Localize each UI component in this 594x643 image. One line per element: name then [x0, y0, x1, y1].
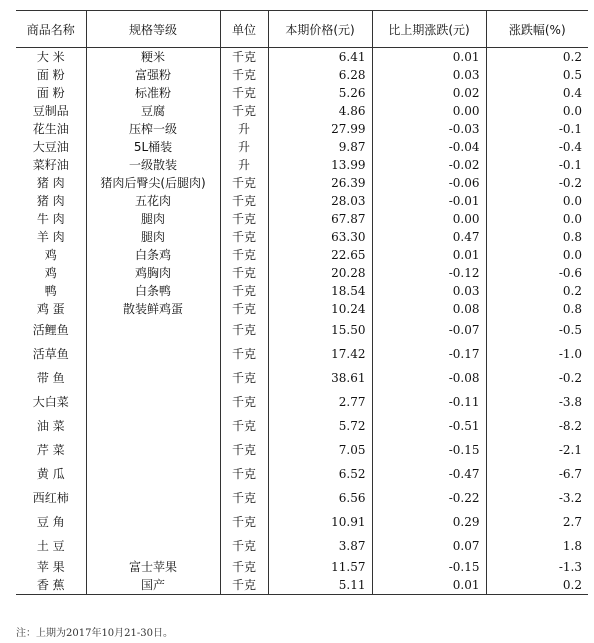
cell-unit: 升	[220, 120, 268, 138]
cell-spec: 豆腐	[86, 102, 220, 120]
cell-price: 18.54	[268, 282, 372, 300]
cell-price: 63.30	[268, 228, 372, 246]
cell-unit: 千克	[220, 174, 268, 192]
cell-spec: 白条鸭	[86, 282, 220, 300]
cell-price: 22.65	[268, 246, 372, 264]
header-spec: 规格等级	[86, 11, 220, 48]
cell-spec	[86, 342, 220, 366]
cell-price: 27.99	[268, 120, 372, 138]
cell-change: 0.00	[372, 210, 486, 228]
cell-unit: 千克	[220, 438, 268, 462]
cell-change: -0.15	[372, 438, 486, 462]
cell-price: 15.50	[268, 318, 372, 342]
cell-name: 菜籽油	[32, 158, 69, 172]
cell-change: -0.22	[372, 486, 486, 510]
cell-name: 羊 肉	[36, 230, 65, 244]
cell-price: 6.28	[268, 66, 372, 84]
cell-change: -0.08	[372, 366, 486, 390]
cell-price: 10.24	[268, 300, 372, 318]
cell-price: 4.86	[268, 102, 372, 120]
cell-price: 3.87	[268, 534, 372, 558]
cell-name: 豆 角	[36, 515, 65, 529]
cell-price: 5.11	[268, 576, 372, 595]
cell-spec: 国产	[86, 576, 220, 595]
cell-unit: 升	[220, 138, 268, 156]
cell-name: 鸡	[44, 266, 57, 280]
cell-name: 大 米	[36, 50, 65, 64]
cell-price: 6.41	[268, 48, 372, 67]
table-row	[16, 318, 588, 342]
cell-unit: 千克	[220, 390, 268, 414]
cell-unit: 千克	[220, 318, 268, 342]
cell-pct: -3.8	[486, 390, 588, 414]
cell-name: 面 粉	[36, 68, 65, 82]
cell-price: 2.77	[268, 390, 372, 414]
cell-name: 猪 肉	[36, 176, 65, 190]
cell-name: 苹 果	[36, 560, 65, 574]
cell-pct: -0.4	[486, 138, 588, 156]
cell-price: 9.87	[268, 138, 372, 156]
cell-name: 香 蕉	[16, 576, 86, 595]
cell-price: 26.39	[268, 174, 372, 192]
cell-price: 7.05	[268, 438, 372, 462]
cell-unit: 升	[220, 156, 268, 174]
cell-price: 67.87	[268, 210, 372, 228]
cell-price: 20.28	[268, 264, 372, 282]
cell-pct: -0.1	[486, 156, 588, 174]
header-change: 比上期涨跌(元)	[372, 11, 486, 48]
cell-change: -0.02	[372, 156, 486, 174]
cell-change: 0.01	[372, 246, 486, 264]
cell-spec: 富士苹果	[86, 558, 220, 576]
cell-spec: 粳米	[86, 48, 220, 67]
table-row	[16, 66, 588, 84]
cell-price: 17.42	[268, 342, 372, 366]
cell-spec: 腿肉	[86, 210, 220, 228]
cell-change: 0.07	[372, 534, 486, 558]
cell-change: -0.06	[372, 174, 486, 192]
cell-pct: 0.2	[486, 282, 588, 300]
header-price: 本期价格(元)	[268, 11, 372, 48]
cell-unit: 千克	[220, 282, 268, 300]
cell-pct: 0.8	[486, 300, 588, 318]
cell-pct: -0.2	[486, 174, 588, 192]
cell-pct: 2.7	[486, 510, 588, 534]
cell-change: -0.03	[372, 120, 486, 138]
cell-change: 0.02	[372, 84, 486, 102]
table-row	[16, 102, 588, 120]
header-name: 商品名称	[16, 11, 86, 48]
cell-price: 11.57	[268, 558, 372, 576]
cell-spec: 五花肉	[86, 192, 220, 210]
header-unit: 单位	[220, 11, 268, 48]
table-row	[16, 84, 588, 102]
cell-pct: 0.4	[486, 84, 588, 102]
cell-change: 0.03	[372, 282, 486, 300]
cell-pct: -1.0	[486, 342, 588, 366]
cell-price: 38.61	[268, 366, 372, 390]
cell-pct: 0.2	[486, 576, 588, 595]
cell-pct: -0.1	[486, 120, 588, 138]
table-row	[16, 366, 588, 390]
cell-name: 活鲤鱼	[32, 323, 69, 337]
cell-pct: -0.5	[486, 318, 588, 342]
table-row	[16, 462, 588, 486]
cell-pct: 0.8	[486, 228, 588, 246]
cell-spec: 5L桶装	[86, 138, 220, 156]
cell-spec	[86, 366, 220, 390]
price-table	[16, 10, 588, 595]
cell-name: 鸡 蛋	[36, 302, 65, 316]
cell-name: 活草鱼	[32, 347, 69, 361]
cell-spec	[86, 414, 220, 438]
table-row	[16, 264, 588, 282]
cell-change: 0.00	[372, 102, 486, 120]
cell-change: 0.47	[372, 228, 486, 246]
cell-pct: -3.2	[486, 486, 588, 510]
cell-unit: 千克	[220, 228, 268, 246]
cell-name: 猪 肉	[36, 194, 65, 208]
cell-price: 10.91	[268, 510, 372, 534]
cell-pct: -8.2	[486, 414, 588, 438]
table-row	[16, 534, 588, 558]
cell-spec	[86, 510, 220, 534]
table-row	[16, 120, 588, 138]
table-row	[16, 576, 588, 595]
table-row	[16, 342, 588, 366]
table-row	[16, 414, 588, 438]
cell-spec	[86, 486, 220, 510]
cell-change: -0.11	[372, 390, 486, 414]
cell-pct: 1.8	[486, 534, 588, 558]
cell-unit: 千克	[220, 192, 268, 210]
table-row	[16, 228, 588, 246]
cell-unit: 千克	[220, 300, 268, 318]
cell-spec: 压榨一级	[86, 120, 220, 138]
table-row	[16, 138, 588, 156]
cell-name: 油 菜	[36, 419, 65, 433]
cell-pct: -1.3	[486, 558, 588, 576]
table-row	[16, 558, 588, 576]
cell-spec	[86, 462, 220, 486]
cell-name: 花生油	[32, 122, 69, 136]
cell-change: -0.07	[372, 318, 486, 342]
table-row	[16, 246, 588, 264]
cell-unit: 千克	[220, 210, 268, 228]
cell-name: 豆制品	[32, 104, 69, 118]
cell-change: -0.17	[372, 342, 486, 366]
cell-unit: 千克	[220, 264, 268, 282]
cell-name: 黄 瓜	[36, 467, 65, 481]
cell-pct: -6.7	[486, 462, 588, 486]
cell-pct: -0.2	[486, 366, 588, 390]
cell-price: 28.03	[268, 192, 372, 210]
cell-pct: 0.0	[486, 192, 588, 210]
table-row	[16, 210, 588, 228]
cell-change: 0.01	[372, 48, 486, 67]
header-row	[16, 11, 588, 48]
table-row	[16, 300, 588, 318]
table-row	[16, 390, 588, 414]
header-pct: 涨跌幅(%)	[486, 11, 588, 48]
cell-change: 0.03	[372, 66, 486, 84]
cell-pct: 0.5	[486, 66, 588, 84]
cell-change: -0.51	[372, 414, 486, 438]
table-row	[16, 156, 588, 174]
cell-change: -0.04	[372, 138, 486, 156]
cell-pct: -2.1	[486, 438, 588, 462]
cell-spec	[86, 390, 220, 414]
cell-pct: 0.0	[486, 102, 588, 120]
cell-unit: 千克	[220, 366, 268, 390]
cell-change: 0.29	[372, 510, 486, 534]
cell-spec	[86, 438, 220, 462]
cell-unit: 千克	[220, 48, 268, 67]
cell-spec: 鸡胸肉	[86, 264, 220, 282]
table-row	[16, 174, 588, 192]
cell-spec: 猪肉后臀尖(后腿肉)	[86, 174, 220, 192]
cell-unit: 千克	[220, 534, 268, 558]
cell-spec: 白条鸡	[86, 246, 220, 264]
cell-unit: 千克	[220, 462, 268, 486]
cell-unit: 千克	[220, 66, 268, 84]
cell-change: -0.12	[372, 264, 486, 282]
cell-spec	[86, 534, 220, 558]
cell-unit: 千克	[220, 486, 268, 510]
cell-price: 5.72	[268, 414, 372, 438]
cell-pct: 0.0	[486, 210, 588, 228]
cell-price: 6.56	[268, 486, 372, 510]
cell-change: -0.15	[372, 558, 486, 576]
table-row	[16, 438, 588, 462]
cell-name: 带 鱼	[36, 371, 65, 385]
cell-spec	[86, 318, 220, 342]
cell-spec: 散装鲜鸡蛋	[86, 300, 220, 318]
cell-unit: 千克	[220, 510, 268, 534]
cell-pct: 0.2	[486, 48, 588, 67]
table-row	[16, 486, 588, 510]
footnote: 注：上期为2017年10月21-30日。	[16, 628, 174, 639]
cell-unit: 千克	[220, 576, 268, 595]
cell-name: 鸡	[44, 248, 57, 262]
cell-name: 土 豆	[36, 539, 65, 553]
cell-change: 0.08	[372, 300, 486, 318]
cell-name: 西红柿	[32, 491, 69, 505]
cell-unit: 千克	[220, 558, 268, 576]
table-row	[16, 48, 588, 67]
cell-unit: 千克	[220, 246, 268, 264]
cell-change: 0.01	[372, 576, 486, 595]
table-row	[16, 192, 588, 210]
cell-name: 面 粉	[36, 86, 65, 100]
cell-spec: 一级散装	[86, 156, 220, 174]
cell-price: 6.52	[268, 462, 372, 486]
table-row	[16, 510, 588, 534]
cell-price: 5.26	[268, 84, 372, 102]
cell-name: 芹 菜	[36, 443, 65, 457]
cell-unit: 千克	[220, 84, 268, 102]
cell-pct: 0.0	[486, 246, 588, 264]
cell-name: 鸭	[44, 284, 57, 298]
table-row	[16, 282, 588, 300]
cell-spec: 腿肉	[86, 228, 220, 246]
cell-change: -0.47	[372, 462, 486, 486]
cell-name: 牛 肉	[36, 212, 65, 226]
cell-pct: -0.6	[486, 264, 588, 282]
cell-unit: 千克	[220, 342, 268, 366]
cell-price: 13.99	[268, 156, 372, 174]
cell-spec: 富强粉	[86, 66, 220, 84]
cell-unit: 千克	[220, 414, 268, 438]
cell-unit: 千克	[220, 102, 268, 120]
cell-name: 大豆油	[32, 140, 69, 154]
cell-name: 大白菜	[32, 395, 69, 409]
cell-spec: 标准粉	[86, 84, 220, 102]
cell-change: -0.01	[372, 192, 486, 210]
